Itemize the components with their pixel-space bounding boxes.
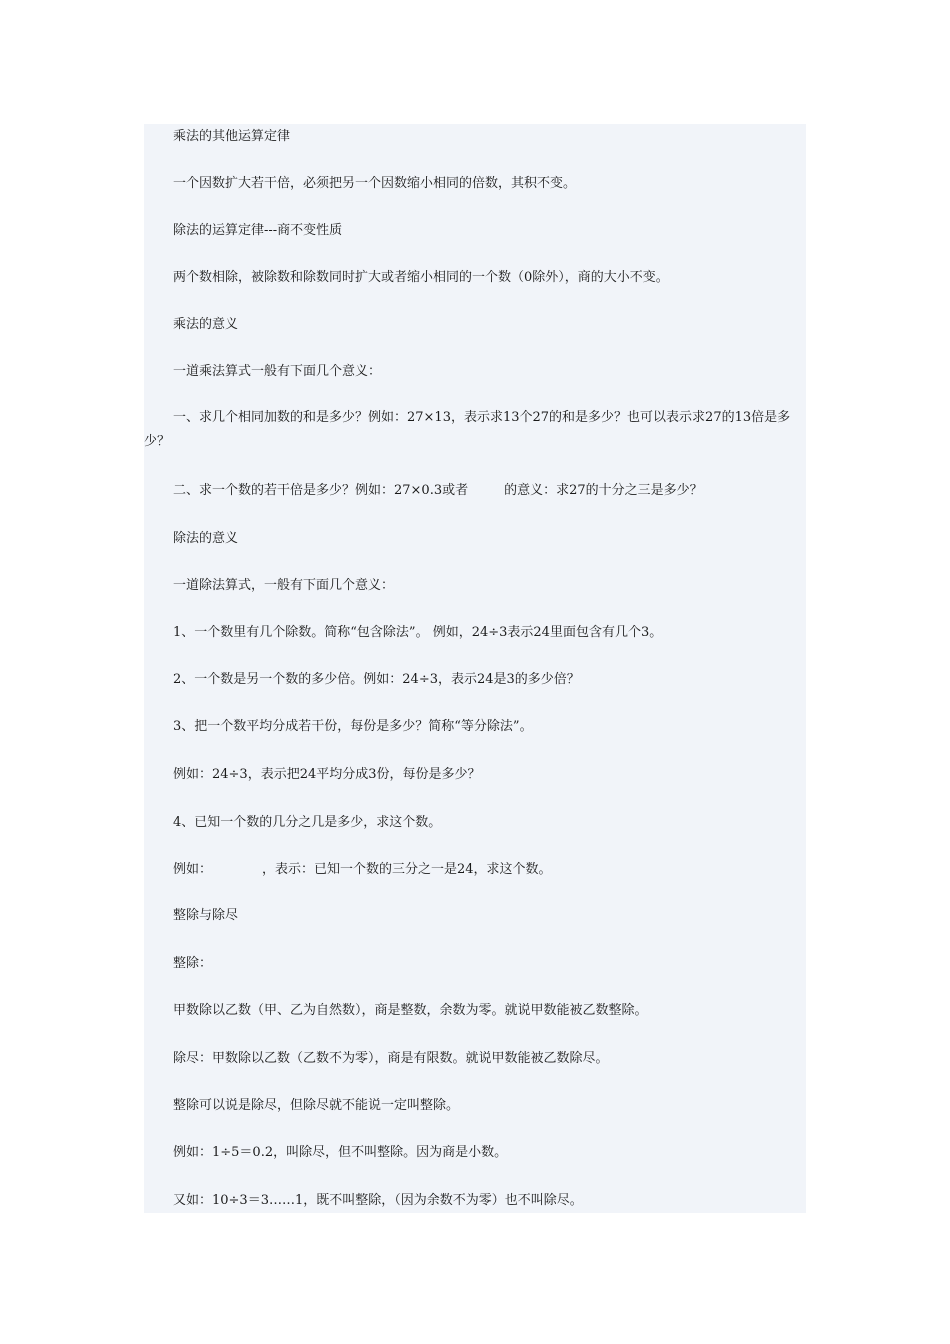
text-part-1: 二、求一个数的若干倍是多少？例如：27×0.3或者 <box>173 483 469 498</box>
paragraph-relation: 整除可以说是除尽，但除尽就不能说一定叫整除。 <box>173 1098 460 1113</box>
paragraph-division-1: 1、一个数里有几个除数。简称“包含除法”。 例如，24÷3表示24里面包含有几个3。 <box>173 625 663 640</box>
paragraph-example-1: 例如：1÷5＝0.2，叫除尽，但不叫整除。因为商是小数。 <box>173 1145 508 1160</box>
paragraph-quotient-invariant: 两个数相除，被除数和除数同时扩大或者缩小相同的一个数（0除外），商的大小不变。 <box>173 270 669 285</box>
paragraph-division-3-example: 例如：24÷3，表示把24平均分成3份，每份是多少？ <box>173 767 481 782</box>
paragraph-division-intro: 一道除法算式，一般有下面几个意义： <box>173 578 395 593</box>
paragraph-division-3: 3、把一个数平均分成若干份，每份是多少？简称“等分除法”。 <box>173 719 533 734</box>
text-part-2: 的意义：求27的十分之三是多少？ <box>504 483 703 498</box>
paragraph-divisible-def: 除尽：甲数除以乙数（乙数不为零），商是有限数。就说甲数能被乙数除尽。 <box>173 1051 609 1066</box>
paragraph-division-4-example <box>173 861 552 879</box>
paragraph-example-2: 又如：10÷3＝3……1，既不叫整除，（因为余数不为零）也不叫除尽。 <box>173 1193 583 1208</box>
heading-exact-division: 整除与除尽 <box>173 908 239 923</box>
paragraph-multiplication-meaning-2 <box>173 482 703 500</box>
paragraph-multiplication-intro: 一道乘法算式一般有下面几个意义： <box>173 364 382 379</box>
text-part-1: 例如： <box>173 862 213 877</box>
heading-multiplication-other-laws: 乘法的其他运算定律 <box>173 129 291 144</box>
paragraph-factor-rule: 一个因数扩大若干倍，必须把另一个因数缩小相同的倍数，其积不变。 <box>173 176 577 191</box>
heading-division-law: 除法的运算定律---商不变性质 <box>173 223 343 238</box>
paragraph-multiplication-meaning-1: 一、求几个相同加数的和是多少？例如：27×13，表示求13个27的和是多少？也可以表示求27的13倍是多少？ <box>144 410 791 449</box>
heading-multiplication-meaning: 乘法的意义 <box>173 317 239 332</box>
text-part-2: ，表示：已知一个数的三分之一是24，求这个数。 <box>262 862 552 877</box>
paragraph-exact-division-def: 甲数除以乙数（甲、乙为自然数），商是整数，余数为零。就说甲数能被乙数整除。 <box>173 1003 648 1018</box>
paragraph-division-4: 4、已知一个数的几分之几是多少，求这个数。 <box>173 815 442 830</box>
label-exact-division: 整除： <box>173 956 213 971</box>
heading-division-meaning: 除法的意义 <box>173 531 239 546</box>
paragraph-division-2: 2、一个数是另一个数的多少倍。例如：24÷3，表示24是3的多少倍？ <box>173 672 580 687</box>
